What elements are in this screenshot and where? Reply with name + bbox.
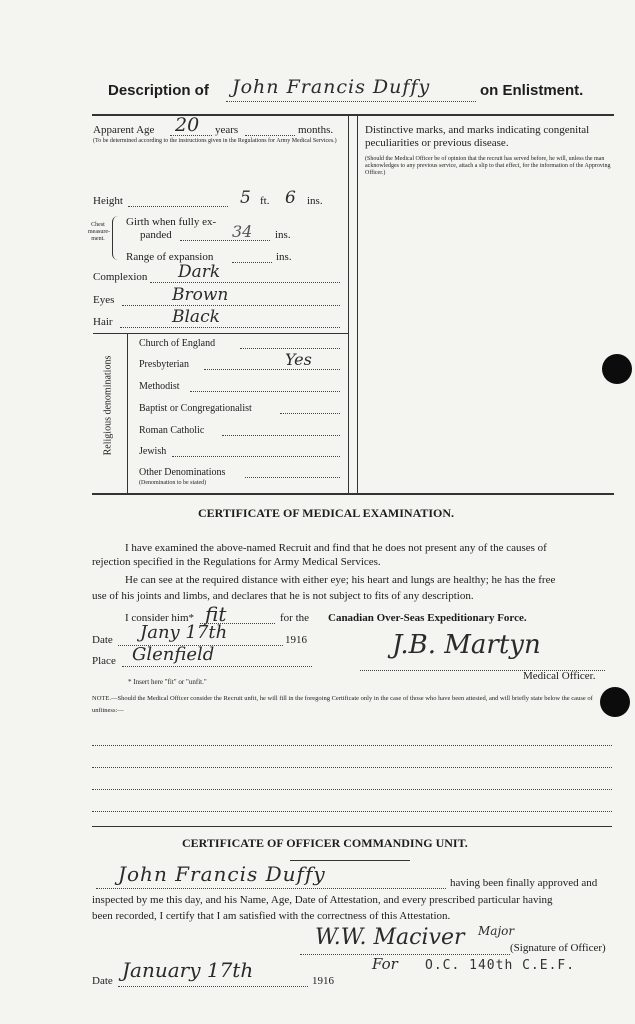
unfitness-line-4 <box>92 811 612 812</box>
other-denomination-note: (Denomination to be stated) <box>139 480 207 486</box>
medical-place-value: Glenfield <box>132 644 215 665</box>
months-line <box>245 135 295 136</box>
unfitness-line-2 <box>92 767 612 768</box>
medical-para2-line2: use of his joints and limbs, and declares that he is not subject to fits of any description. <box>92 590 474 602</box>
church-of-england-line <box>240 348 340 349</box>
religion-block-top-rule <box>93 333 348 334</box>
medical-date-value: Jany 17th <box>140 622 228 643</box>
age-instructions-note: (To be determined according to the instructions given in the Regulations for Army Medical Services.) <box>93 138 337 144</box>
height-label: Height <box>93 195 123 207</box>
months-label: months. <box>298 124 334 136</box>
commanding-year: 1916 <box>312 975 334 987</box>
unfitness-line-1 <box>92 745 612 746</box>
commanding-text-3: been recorded, I certify that I am satisfied with the correctness of this Attestation. <box>92 910 451 922</box>
methodist-line <box>190 391 340 392</box>
religion-block-left-rule <box>127 333 128 493</box>
religious-denominations-label: Religious denominations <box>102 355 114 456</box>
jewish-line <box>172 456 340 457</box>
medical-year: 1916 <box>285 634 307 646</box>
height-inches-value: 6 <box>285 188 296 208</box>
signature-of-officer-label: (Signature of Officer) <box>510 942 606 954</box>
header-prefix: Description of <box>108 82 209 99</box>
medical-place-line <box>122 666 312 667</box>
eyes-line <box>122 305 340 306</box>
other-denominations-line <box>245 477 340 478</box>
medical-para1-line2: rejection specified in the Regulations for Army Medical Services. <box>92 556 381 568</box>
presbyterian-line <box>204 369 340 370</box>
girth-ins-label: ins. <box>275 229 291 241</box>
years-label: years <box>215 124 239 136</box>
name-line <box>226 101 476 102</box>
medical-bottom-rule <box>92 826 612 827</box>
punch-hole-bottom <box>600 687 630 717</box>
religion-other: Other Denominations <box>139 467 226 478</box>
religion-jewish: Jewish <box>139 446 167 457</box>
medical-officer-signature: J.B. Martyn <box>392 630 541 660</box>
description-bottom-rule <box>92 493 614 495</box>
commanding-recruit-name: John Francis Duffy <box>118 862 326 886</box>
complexion-line <box>150 282 340 283</box>
roman-catholic-line <box>222 435 340 436</box>
distinctive-marks-note: (Should the Medical Officer be of opinion that the recruit has served before, he will, unless the man acknowledges to any previous service, attach a slip to that effect, for the information of the Approving Officer.) <box>365 156 611 176</box>
consider-prefix: I consider him* <box>125 612 195 624</box>
fit-value: fit <box>205 602 227 626</box>
eyes-value: Brown <box>172 285 229 305</box>
chest-bracket <box>112 216 121 260</box>
height-inches-label: ins. <box>307 195 323 207</box>
punch-hole-top <box>602 354 632 384</box>
distinctive-marks-heading-1: Distinctive marks, and marks indicating congenital <box>365 124 590 136</box>
distinctive-marks-heading-2: peculiarities or previous disease. <box>365 137 509 149</box>
baptist-line <box>280 413 340 414</box>
commanding-for-text: For <box>372 955 398 973</box>
force-name: Canadian Over-Seas Expeditionary Force. <box>328 612 527 624</box>
expansion-label: Range of expansion <box>126 251 214 263</box>
height-feet-value: 5 <box>240 188 251 208</box>
consider-suffix: for the <box>280 612 310 624</box>
commanding-title-underline <box>290 860 410 861</box>
expansion-line <box>232 262 272 263</box>
age-line <box>170 135 212 136</box>
medical-date-label: Date <box>92 634 113 646</box>
girth-line <box>180 240 270 241</box>
commanding-date-line <box>118 986 308 987</box>
girth-label-line1: Girth when fully ex- <box>126 216 217 228</box>
middle-divider-rule <box>357 116 358 494</box>
complexion-value: Dark <box>178 262 221 282</box>
height-line <box>128 206 228 207</box>
eyes-label: Eyes <box>93 294 115 306</box>
recruit-name-handwritten: John Francis Duffy <box>232 76 431 98</box>
age-value: 20 <box>175 114 200 136</box>
religion-baptist: Baptist or Congregationalist <box>139 403 252 414</box>
commanding-text-2: inspected by me this day, and his Name, Age, Date of Attestation, and every prescribed particular having <box>92 894 553 906</box>
commanding-name-line <box>96 888 446 889</box>
medical-officer-label: Medical Officer. <box>523 670 596 682</box>
commanding-signature-line <box>300 954 510 955</box>
girth-value: 34 <box>232 222 253 241</box>
religion-roman-catholic: Roman Catholic <box>139 425 205 436</box>
commanding-date-label: Date <box>92 975 113 987</box>
feet-label: ft. <box>260 195 270 207</box>
commanding-officer-signature: W.W. Maciver <box>315 925 465 950</box>
header-suffix: on Enlistment. <box>480 82 584 99</box>
hair-value: Black <box>172 307 220 327</box>
insert-fit-note: * Insert here "fit" or "unfit." <box>128 678 207 686</box>
unfitness-line-3 <box>92 789 612 790</box>
top-rule <box>92 114 614 116</box>
medical-place-label: Place <box>92 655 116 667</box>
religion-presbyterian: Presbyterian <box>139 359 189 370</box>
commanding-text-1: having been finally approved and <box>450 877 598 889</box>
chest-measurement-label: Chest measure-ment. <box>88 222 110 242</box>
hair-line <box>120 327 340 328</box>
presbyterian-mark: Yes <box>285 350 312 369</box>
girth-label-line2: panded <box>140 229 172 241</box>
hair-label: Hair <box>93 316 113 328</box>
commanding-certificate-title: CERTIFICATE OF OFFICER COMMANDING UNIT. <box>182 836 468 850</box>
commanding-date-value: January 17th <box>122 958 254 982</box>
complexion-label: Complexion <box>93 271 148 283</box>
apparent-age-label: Apparent Age <box>93 124 155 136</box>
medical-para2-line1: He can see at the required distance with either eye; his heart and lungs are healthy; he has the free <box>125 574 556 586</box>
medical-para1-line1: I have examined the above-named Recruit and find that he does not present any of the causes of <box>125 542 547 554</box>
religion-methodist: Methodist <box>139 381 180 392</box>
left-column-rule <box>348 116 349 494</box>
expansion-ins-label: ins. <box>276 251 292 263</box>
commanding-officer-rank: Major <box>478 924 515 938</box>
religion-church-of-england: Church of England <box>139 338 216 349</box>
medical-unfitness-note: NOTE.—Should the Medical Officer consider the Recruit unfit, he will fill in the foregoing Certificate only in the case of those who have been attested, and will briefly state below the cause of unfitness:— <box>92 695 593 714</box>
medical-certificate-title: CERTIFICATE OF MEDICAL EXAMINATION. <box>198 506 455 520</box>
commanding-unit-stamp: O.C. 140th C.E.F. <box>425 958 576 973</box>
